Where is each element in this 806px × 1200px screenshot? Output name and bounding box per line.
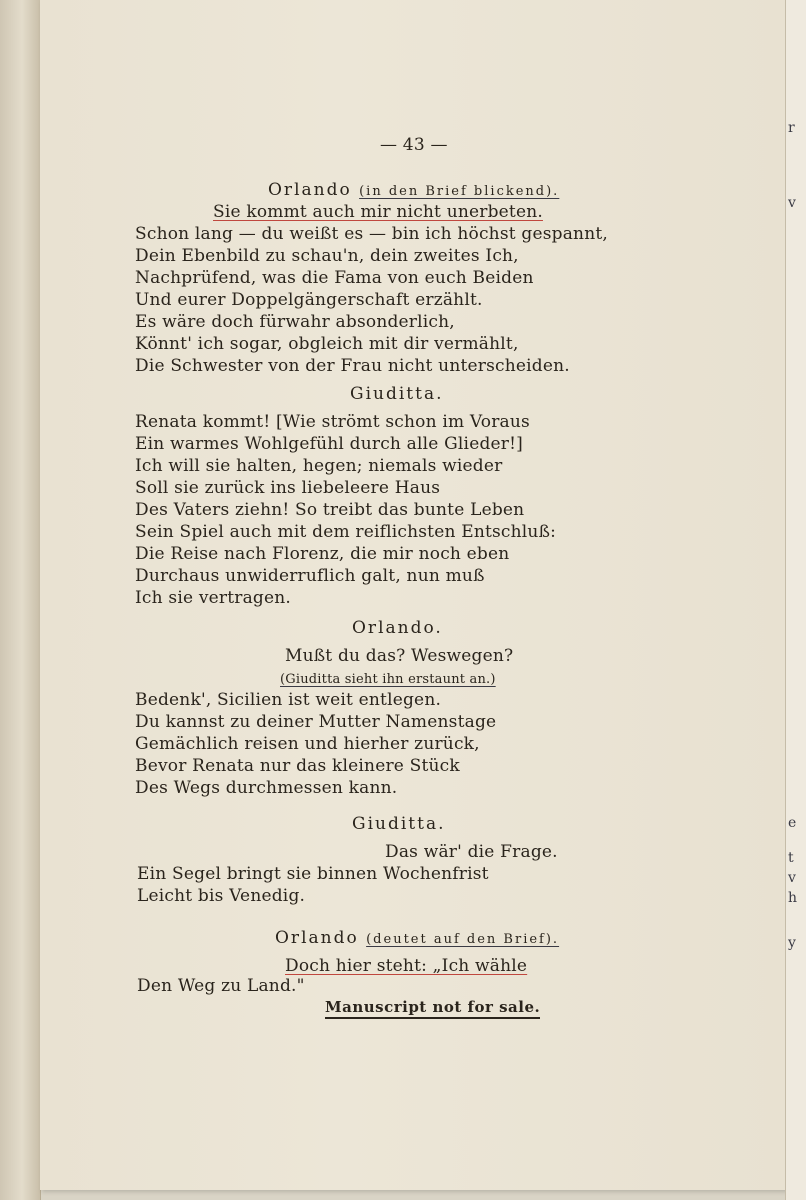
speaker-orlando-3: Orlando (deutet auf den Brief). [275, 928, 560, 948]
margin-mark: y [788, 935, 796, 951]
margin-mark: r [788, 120, 795, 136]
verse-line: Es wäre doch fürwahr absonderlich, [135, 312, 455, 332]
verse-line: Du kannst zu deiner Mutter Namenstage [135, 712, 497, 732]
speaker-giuditta-1: Giuditta. [350, 384, 444, 404]
verse-line: Ein Segel bringt sie binnen Wochenfrist [137, 864, 489, 884]
verse-line: Leicht bis Venedig. [137, 886, 306, 906]
verse-line: Ich will sie halten, hegen; niemals wieder [135, 456, 503, 476]
speaker-orlando-1: Orlando (in den Brief blickend). [268, 180, 560, 200]
speaker-giuditta-2: Giuditta. [352, 814, 446, 834]
verse-line: Bedenk', Sicilien ist weit entlegen. [135, 690, 442, 710]
verse-line: Könnt' ich sogar, obgleich mit dir vermählt, [135, 334, 519, 354]
verse-line: Nachprüfend, was die Fama von euch Beiden [135, 268, 534, 288]
stage-direction: (deutet auf den Brief). [366, 932, 560, 947]
book-page [40, 0, 786, 1190]
stage-direction: (in den Brief blickend). [359, 184, 560, 199]
verse-line: Des Wegs durchmessen kann. [135, 778, 398, 798]
verse-line: Dein Ebenbild zu schau'n, dein zweites Ich, [135, 246, 519, 266]
stage-direction: (Giuditta sieht ihn erstaunt an.) [280, 672, 496, 687]
verse-line: Mußt du das? Weswegen? [285, 646, 514, 666]
verse-line: Durchaus unwiderruflich galt, nun muß [135, 566, 485, 586]
verse-line: Doch hier steht: „Ich wähle [285, 956, 528, 976]
verse-line: Gemächlich reisen und hierher zurück, [135, 734, 480, 754]
manuscript-stamp: Manuscript not for sale. [325, 998, 540, 1019]
verse-line: Sie kommt auch mir nicht unerbeten. [213, 202, 543, 222]
right-page-edge [785, 0, 806, 1200]
verse-line: Und eurer Doppelgängerschaft erzählt. [135, 290, 483, 310]
verse-line: Des Vaters ziehn! So treibt das bunte Leben [135, 500, 525, 520]
left-page-edge [0, 0, 41, 1200]
verse-line: Die Reise nach Florenz, die mir noch eben [135, 544, 510, 564]
margin-mark: h [788, 890, 798, 906]
verse-line: Das wär' die Frage. [385, 842, 558, 862]
verse-line: Sein Spiel auch mit dem reiflichsten Entschluß: [135, 522, 557, 542]
verse-line: Renata kommt! [Wie strömt schon im Voraus [135, 412, 530, 432]
speaker-orlando-2: Orlando. [352, 618, 443, 638]
margin-mark: e [788, 815, 797, 831]
verse-line: Ich sie vertragen. [135, 588, 291, 608]
verse-line: Ein warmes Wohlgefühl durch alle Glieder!] [135, 434, 523, 454]
page-number: — 43 — [380, 135, 448, 155]
margin-mark: v [788, 870, 796, 886]
verse-line: Bevor Renata nur das kleinere Stück [135, 756, 460, 776]
margin-mark: v [788, 195, 796, 211]
verse-line: Soll sie zurück ins liebeleere Haus [135, 478, 441, 498]
margin-mark: t [788, 850, 794, 866]
verse-line: Den Weg zu Land." [137, 976, 305, 996]
verse-line: Die Schwester von der Frau nicht unterscheiden. [135, 356, 570, 376]
verse-line: Schon lang — du weißt es — bin ich höchst gespannt, [135, 224, 608, 244]
